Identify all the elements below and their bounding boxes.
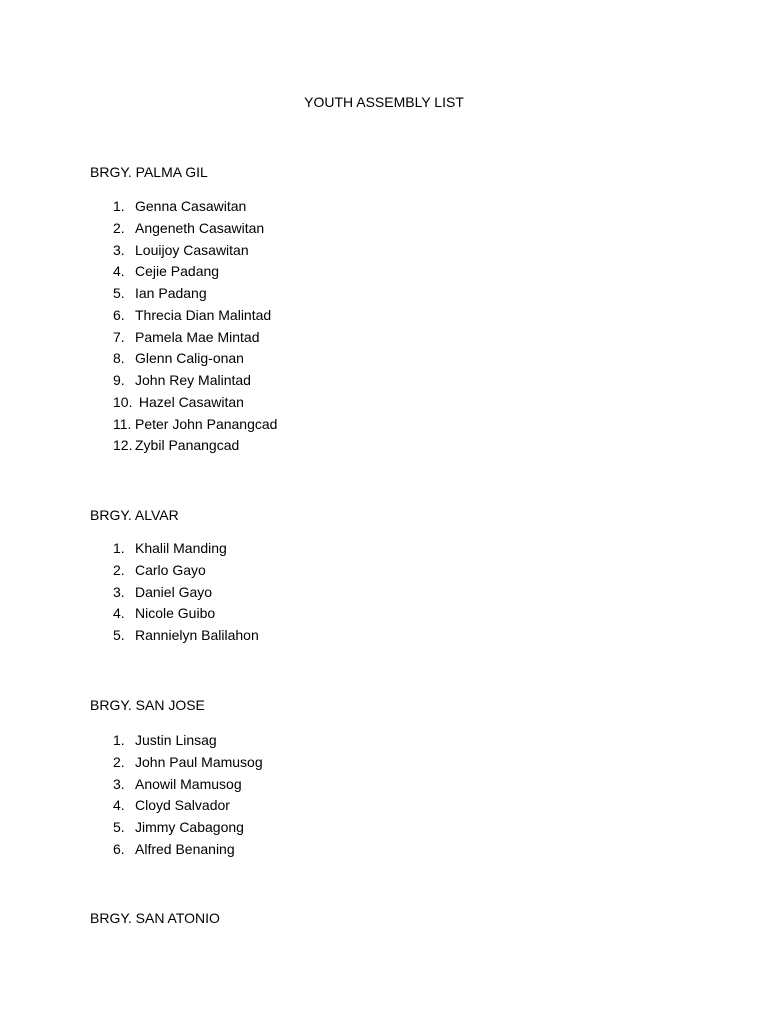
section-heading: BRGY. PALMA GIL	[90, 164, 208, 180]
document-title: YOUTH ASSEMBLY LIST	[304, 94, 464, 110]
document-page: YOUTH ASSEMBLY LIST BRGY. PALMA GIL 1. Genna Casawitan 2. Angeneth Casawitan 3. Louijoy Casawitan 4. Cejie Padang 5. Ian Padang 6. Threcia Dian Malintad 7. Pamela Mae Mintad 8. Glenn Calig-onan 9. John Rey Malintad 10. Hazel Casawitan 11. Peter John Panangcad 12. Zybil Panangcad BRGY. ALVAR 1. Khalil Manding 2. Carlo Gayo 3. Daniel Gayo 4. Nicole Guibo 5. Rannielyn Balilahon BRGY. SAN JOSE 1. Justin Linsag 2. John Paul Mamusog 3. Anowil Mamusog 4. Cloyd Salvador 5. Jimmy Cabagong 6. Alfred Benaning BRGY. SAN ATONIO	[0, 0, 768, 1024]
section-heading: BRGY. ALVAR	[90, 507, 179, 523]
section-heading: BRGY. SAN ATONIO	[90, 910, 220, 926]
section-heading: BRGY. SAN JOSE	[90, 697, 205, 713]
